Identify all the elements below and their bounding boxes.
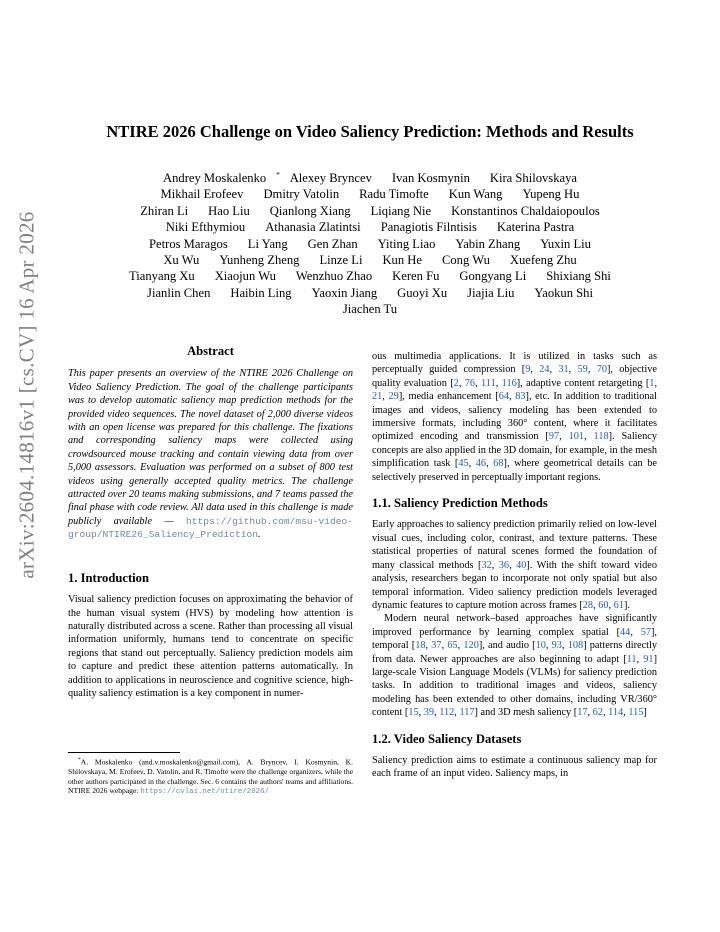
section-1-1-paragraph-1: Early approaches to saliency prediction primarily relied on low-level visual cues, including color, contrast, and texture patterns. These statistical properties of natural scenes formed the foundation of many classical methods [32, 36, 40]. With the shift toward video analysis, researchers began to incorporate not only spatial but also temporal information. Video saliency prediction models leveraged dynamic features to capture motion across frames [28, 60, 61]. [372,519,657,611]
citation-link[interactable]: 64 [498,391,509,403]
author-name: Jiachen Tu [342,302,398,317]
citation-link[interactable]: 118 [593,431,609,443]
citation-link[interactable]: 31 [558,364,569,376]
author-name: Alexey Bryncev [289,171,372,185]
right-column [372,350,657,781]
citation-link[interactable]: 44 [620,626,631,638]
author-name: Guoyi Xu [397,285,448,300]
section-1-1-paragraph-2: Modern neural network–based approaches have significantly improved performance by learning complex spatial [44, 57], temporal [18, 37, 65, 120], and audio [10, 93, 108] patterns directly from data. Newer approaches are also beginning to adapt [11, 91] large-scale Vision Language Models (VLMs) for saliency prediction tasks. In addition to traditional images and videos, saliency modeling has been extended to other domains, including VR/360° content [15, 39, 112, 117] and 3D mesh saliency [17, 62, 114, 115] [372,613,658,719]
footnote-text: A. Moskalenko (and.v.moskalenko@gmail.com), A. Bryncev, I. Kosmynin, K. Shilovskaya, M. Erofeev, D. Vatolin, and R. Timofte were the challenge organizers, while the other authors participated in the challenge. Sec. 6 contains the authors' teams and affiliations. NTIRE 2026 webpage: [68,757,353,796]
citation-link[interactable]: 9 [525,364,531,376]
author-name: Haibin Ling [230,285,292,300]
citation-link[interactable]: 57 [640,626,651,638]
section-1-1-heading: 1.1. Saliency Prediction Methods [372,496,548,511]
author-name: Yuxin Liu [540,236,591,251]
citation-link[interactable]: 108 [567,640,584,652]
author-name: Dmitry Vatolin [263,187,340,202]
citation-link[interactable]: 18 [415,640,426,652]
author-list [70,170,670,318]
author-name: Li Yang [247,236,288,251]
citation-link[interactable]: 45 [458,458,469,470]
citation-link[interactable]: 1 [649,377,655,389]
citation-link[interactable]: 101 [568,431,585,443]
author-name: Xuefeng Zhu [509,253,577,268]
abstract-end: . [258,529,261,541]
author-row [70,268,670,284]
citation-link[interactable]: 114 [608,707,624,719]
citation-link[interactable]: 112 [439,707,455,719]
author-name: Gen Zhan [307,236,358,251]
introduction-paragraph: Visual saliency prediction focuses on approximating the behavior of the human visual system (HVS) by modeling how attention is naturally distributed across a scene. Rather than processing all visual information uniformly, humans tend to concentrate on specific regions that stand out perceptually. Saliency prediction models aim to capture and predict these attention patterns automatically. In addition to applications in neuroscience and cognitive science, high-quality saliency estimation is a key component in numer- [68,594,353,699]
abstract-body [68,367,353,541]
author-row [70,170,670,186]
author-row [70,186,670,202]
footnote [68,756,353,798]
citation-link[interactable]: 2 [453,377,459,389]
citation-link[interactable]: 117 [459,707,475,719]
citation-link[interactable]: 21 [372,391,383,403]
author-name: Jiajia Liu [467,285,515,300]
author-row [70,252,670,268]
footnote-mark: * [78,757,81,763]
author-row [70,285,670,301]
author-name: Keren Fu [392,269,440,284]
citation-link[interactable]: 59 [577,364,588,376]
author-name: Kun Wang [448,187,503,202]
citation-link[interactable]: 28 [582,599,594,611]
citation-link[interactable]: 97 [548,431,560,443]
citation-link[interactable]: 40 [516,559,527,571]
author-name: Yaokun Shi [534,285,593,300]
citation-link[interactable]: 83 [515,391,526,403]
citation-link[interactable]: 29 [388,391,399,403]
author-row [70,301,670,317]
citation-link[interactable]: 115 [628,707,644,719]
author-name: Katerina Pastra [496,220,575,235]
citation-link[interactable]: 62 [592,707,603,719]
author-name: Xu Wu [163,253,200,268]
author-name: Cong Wu [441,253,490,268]
author-name: Konstantinos Chaldaiopoulos [451,203,600,218]
citation-link[interactable]: 60 [598,599,609,611]
citation-link[interactable]: 32 [481,559,492,571]
author-name: Niki Efthymiou [165,220,246,235]
author-name: Yupeng Hu [522,187,580,202]
citation-link[interactable]: 111 [481,377,496,389]
citation-link[interactable]: 10 [535,640,546,652]
author-name: Linze Li [319,253,363,268]
webpage-link[interactable]: https://cvlai.net/ntire/2026/ [140,788,269,797]
author-name: Kira Shilovskaya [489,171,577,185]
abstract-github-link[interactable]: https://github.com/msu-video-group/NTIRE26_Saliency_Prediction [68,515,353,541]
citation-link[interactable]: 68 [493,458,504,470]
author-name: Mikhail Erofeev [160,187,244,202]
footnote-rule [68,752,180,753]
citation-link[interactable]: 91 [643,653,654,665]
author-name: Xiaojun Wu [214,269,276,284]
citation-link[interactable]: 70 [596,364,607,376]
author-name: Ivan Kosmynin [391,171,470,185]
author-name: Qianlong Xiang [269,203,351,218]
citation-link[interactable]: 76 [464,377,476,389]
intro-continued-paragraph: ous multimedia applications. It is utilized in tasks such as perceptually guided compression [9, 24, 31, 59, 70], objective quality evaluation [2, 76, 111, 116], adaptive content retargeting [1, 21, 29], media enhancement [64, 83], etc. In addition to traditional images and videos, saliency modeling has been extended to immersive formats, including 360° content, where it facilitates optimized encoding and transmission [97, 101, 118]. Saliency concepts are also applied in the 3D domain, for example, in the mesh simplification task [45, 46, 68], where geometrical details can be selectively preserved in perceptually important regions. [372,351,658,483]
citation-link[interactable]: 93 [551,640,562,652]
abstract-text: This paper presents an overview of the NTIRE 2026 Challenge on Video Saliency Prediction. The goal of the challenge participants was to develop automatic saliency map prediction methods for the provided video sequences. The novel dataset of 2,000 diverse videos with an open license was prepared for this challenge. The fixations and corresponding saliency maps were collected using crowdsourced mouse tracking and contain viewing data from over 5,000 assessors. Evaluation was performed on a subset of 800 test videos using generally accepted quality metrics. The challenge attracted over 20 teams making submissions, and 7 teams passed the final phase with code review. All data used in this challenge is made publicly available — [68,368,353,527]
author-name: Panagiotis Filntisis [380,220,477,235]
citation-link[interactable]: 11 [626,653,637,665]
author-name: Shixiang Shi [546,269,611,284]
citation-link[interactable]: 15 [408,707,419,719]
arxiv-identifier: arXiv:2604.14816v1 [cs.CV] 16 Apr 2026 [14,211,39,579]
abstract-heading: Abstract [187,344,234,358]
citation-link[interactable]: 61 [613,599,624,611]
section-1-2-paragraph-1: Saliency prediction aims to estimate a continuous saliency map for each frame of an input video. Saliency maps, in [372,754,657,780]
author-name: Radu Timofte [359,187,429,202]
author-name: Wenzhuo Zhao [295,269,373,284]
citation-link[interactable]: 36 [498,559,510,571]
author-name: Liqiang Nie [370,203,432,218]
author-name: Yaoxin Jiang [311,285,378,300]
corresponding-author-mark: * [276,170,280,179]
author-name: Jianlin Chen [147,285,211,300]
author-name: Athanasia Zlatintsi [265,220,361,235]
author-row [70,219,670,235]
citation-link[interactable]: 46 [475,458,487,470]
citation-link[interactable]: 120 [463,640,479,652]
citation-link[interactable]: 116 [501,377,517,389]
section-1-2-heading: 1.2. Video Saliency Datasets [372,731,522,746]
author-name: Kun He [382,253,422,268]
author-name: Zhiran Li [140,203,189,218]
author-name: Petros Maragos [149,236,228,251]
author-name: Yabin Zhang [455,236,521,251]
citation-link[interactable]: 37 [431,640,442,652]
citation-link[interactable]: 24 [539,364,550,376]
author-name: Yiting Liao [377,236,436,251]
author-row [70,236,670,252]
introduction-heading: 1. Introduction [68,570,149,585]
citation-link[interactable]: 39 [423,707,435,719]
author-name: Andrey Moskalenko [163,171,267,185]
author-name: Tianyang Xu [129,269,195,284]
left-column [68,345,353,700]
author-name: Hao Liu [208,203,250,218]
citation-link[interactable]: 17 [577,707,588,719]
author-name: Gongyang Li [459,269,527,284]
paper-title: NTIRE 2026 Challenge on Video Saliency Prediction: Methods and Results [106,122,634,141]
author-name: Yunheng Zheng [219,253,300,268]
arxiv-sidebar [4,150,50,640]
citation-link[interactable]: 65 [447,640,458,652]
author-row [70,203,670,219]
